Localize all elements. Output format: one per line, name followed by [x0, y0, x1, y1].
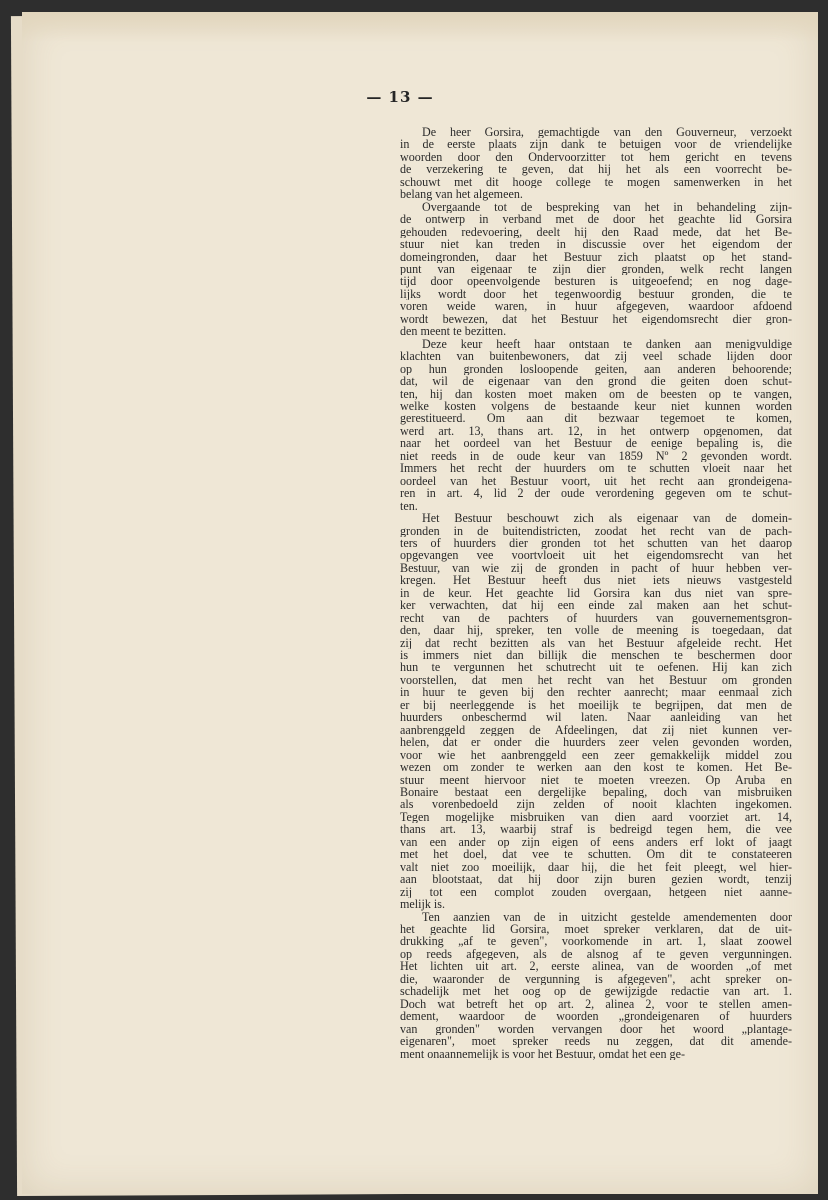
text-line: op reeds afgegeven, als de alsnog af te geven vergunningen.	[400, 947, 792, 961]
paragraph	[400, 201, 792, 338]
paragraph	[400, 338, 792, 512]
text-line: met het doel, dat vee te schutten. Om dit te constateeren	[400, 848, 792, 861]
paragraph	[400, 512, 792, 911]
text-line: ten, hij dan kosten moet maken om de beesten op te vangen,	[400, 387, 792, 400]
text-line: in de eerste plaats zijn dank te betuigen voor de vriendelijke	[400, 138, 792, 151]
text-line: werd art. 13, thans art. 12, in het ontwerp opgenomen, dat	[400, 424, 792, 438]
text-line: van een ander op zijn eigen of eens anders erf lokt of jaagt	[400, 835, 792, 849]
text-line: Immers het recht der huurders om te schutten vloeit naar het	[400, 462, 792, 475]
text-line: welke kosten volgens de bestaande keur niet kunnen worden	[400, 399, 792, 413]
text-line: Overgaande tot de bespreking van het in behandeling zijn-	[422, 200, 792, 214]
paragraph	[400, 126, 792, 201]
text-line: melijk is.	[400, 898, 446, 911]
text-line: helen, dat er onder die huurders zeer velen gevonden worden,	[400, 736, 792, 749]
text-line: zij tot een complot zouden overgaan, hetgeen niet aanne-	[400, 885, 792, 899]
body-text	[400, 126, 792, 1060]
text-line: huurders onbeschermd wil laten. Naar aanleiding van het	[400, 711, 792, 724]
text-line: voren weide waren, in huur afgegeven, waardoor afdoend	[400, 300, 792, 313]
text-line: lijks wordt door het tegenwoordig bestuur gronden, die te	[400, 287, 792, 301]
text-line: het geachte lid Gorsira, moet spreker verklaren, dat de uit-	[400, 923, 792, 936]
text-line: Doch wat betreft het op art. 2, alinea 2, voor te stellen amen-	[400, 997, 792, 1011]
text-line: naar het oordeel van het Bestuur de eenige bepaling is, die	[400, 437, 792, 450]
text-line: opgevangen vee voortvloeit uit het eigendomsrecht van het	[400, 549, 792, 562]
text-line: Bonaire bestaat een dergelijke bepaling, doch van misbruiken	[400, 786, 792, 799]
text-line: Het lichten uit art. 2, eerste alinea, van de woorden „of met	[400, 960, 792, 973]
text-line: oordeel van het Bestuur voort, uit het recht aan grondeigena-	[400, 474, 792, 488]
text-line: Het Bestuur beschouwt zich als eigenaar van de domein-	[422, 512, 792, 525]
text-line: domeingronden, daar het Bestuur zich plaatst op het stand-	[400, 250, 792, 263]
text-line: schouwt met dit hooge college te mogen samenwerken in het	[400, 175, 792, 189]
text-line: wordt bewezen, dat het Bestuur het eigendomsrecht dier gron-	[400, 312, 792, 326]
text-line: kregen. Het Bestuur heeft dus niet iets nieuws vastgesteld	[400, 574, 792, 587]
text-line: ker verwachten, dat hij een einde zal maken aan het schut-	[400, 599, 792, 612]
text-line: voorstellen, dat men het recht van het Bestuur om gronden	[400, 673, 792, 687]
text-line: ren in art. 4, lid 2 der oude verordening gegeven om te schut-	[400, 487, 792, 500]
text-line: voor wie het aanbrenggeld een zeer gemakkelijk middel zou	[400, 748, 792, 762]
text-line: recht van de pachters of huurders van gouvernementsgron-	[400, 611, 792, 625]
text-line: Tegen mogelijke misbruiken van dien aard voorziet art. 14,	[400, 810, 792, 824]
text-line: klachten van buitenbewoners, dat zij veel schade lijden door	[400, 350, 792, 363]
text-line: den, daar hij, spreker, ten volle de meening is toegedaan, dat	[400, 624, 792, 637]
text-line: Ten aanzien van de in uitzicht gestelde amendementen door	[422, 910, 792, 923]
text-line: van gronden" worden vervangen door het woord „plantage-	[400, 1022, 792, 1036]
text-line: eigenaren", moet spreker reeds nu zeggen, dat dit amende-	[400, 1035, 792, 1048]
text-line: zij dat recht bezitten als van het Bestuur afgeleide recht. Het	[400, 636, 792, 650]
text-line: Deze keur heeft haar ontstaan te danken aan menigvuldige	[422, 337, 792, 351]
text-line: ten.	[400, 499, 418, 513]
text-line: tijd door opeenvolgende besturen is uitgeoefend; en nog dage-	[400, 275, 792, 288]
text-line: thans art. 13, waarbij straf is bedreigd tegen hem, die vee	[400, 823, 792, 836]
text-line: aan blootstaat, dat hij door zijn buren gezien wordt, tenzij	[400, 873, 792, 886]
text-line: de verzekering te geven, dat hij het als een voorrecht be-	[400, 163, 792, 176]
text-line: wezen om zonder te werken aan den kost te komen. Het Be-	[400, 761, 792, 774]
text-line: stuur niet kan treden in discussie over het eigendom der	[400, 238, 792, 251]
text-line: als vorenbedoeld zijn zelden of nooit klachten ingekomen.	[400, 798, 792, 811]
text-line: drukking „af te geven", voorkomende in art. 1, slaat zoowel	[400, 935, 792, 948]
text-line: dat, wil de eigenaar van den grond die geiten doen schut-	[400, 375, 792, 388]
text-line: op hun gronden losloopende geiten, aan anderen behoorende;	[400, 362, 792, 376]
text-line: hun te vergunnen het schutrecht uit te oefenen. Hij kan zich	[400, 661, 792, 674]
text-line: gehouden redevoering, deelt hij den Raad mede, dat het Be-	[400, 225, 792, 239]
text-line: belang van het algemeen.	[400, 188, 523, 201]
text-line: gronden in de buitendistricten, zoodat het recht van de pach-	[400, 524, 792, 537]
text-line: gerestitueerd. Om aan dit bezwaar tegemoet te komen,	[400, 412, 792, 425]
text-line: in huur te geven bij den rechter aanrecht; maar eenmaal zich	[400, 686, 792, 699]
text-line: er bij neerleggende is het moeilijk te begrijpen, dat men de	[400, 698, 792, 712]
text-line: schadelijk met het oog op de gewijzigde redactie van art. 1.	[400, 985, 792, 998]
text-line: niet reeds in de oude keur van 1859 Nº 2 gevonden wordt.	[400, 449, 792, 463]
page-number: — 13 —	[366, 88, 434, 106]
text-line: de ontwerp in verband met de door het geachte lid Gorsira	[400, 213, 792, 226]
text-line: is immers niet dan billijk die menschen te beschermen door	[400, 649, 792, 662]
text-line: ters of huurders dier gronden tot het schutten van het daarop	[400, 536, 792, 550]
text-line: den meent te bezitten.	[400, 325, 507, 338]
text-line: stuur meent hiervoor niet te moeten vreezen. Op Aruba en	[400, 773, 792, 787]
text-line: De heer Gorsira, gemachtigde van den Gouverneur, verzoekt	[422, 126, 792, 139]
text-line: Bestuur, van wie zij de gronden in pacht of huur hebben ver-	[400, 561, 792, 575]
text-line: aanbrenggeld zeggen de Afdeelingen, dat zij niet kunnen ver-	[400, 723, 792, 737]
text-line: ment onaannemelijk is voor het Bestuur, omdat het een ge-	[400, 1047, 685, 1060]
paragraph	[400, 911, 792, 1060]
text-line: die, waaronder de vergunning is afgegeven", acht spreker on-	[400, 972, 792, 986]
text-line: woorden door den Ondervoorzitter tot hem gericht en tevens	[400, 150, 792, 164]
text-line: valt niet zoo moeilijk, daar hij, die het feit pleegt, wel hier-	[400, 860, 792, 874]
text-line: in de keur. Het geachte lid Gorsira kan dus niet van spre-	[400, 586, 792, 600]
text-line: dement, waardoor de woorden „grondeigenaren of huurders	[400, 1010, 792, 1023]
text-line: punt van eigenaar te zijn dier gronden, welk recht langen	[400, 262, 792, 276]
